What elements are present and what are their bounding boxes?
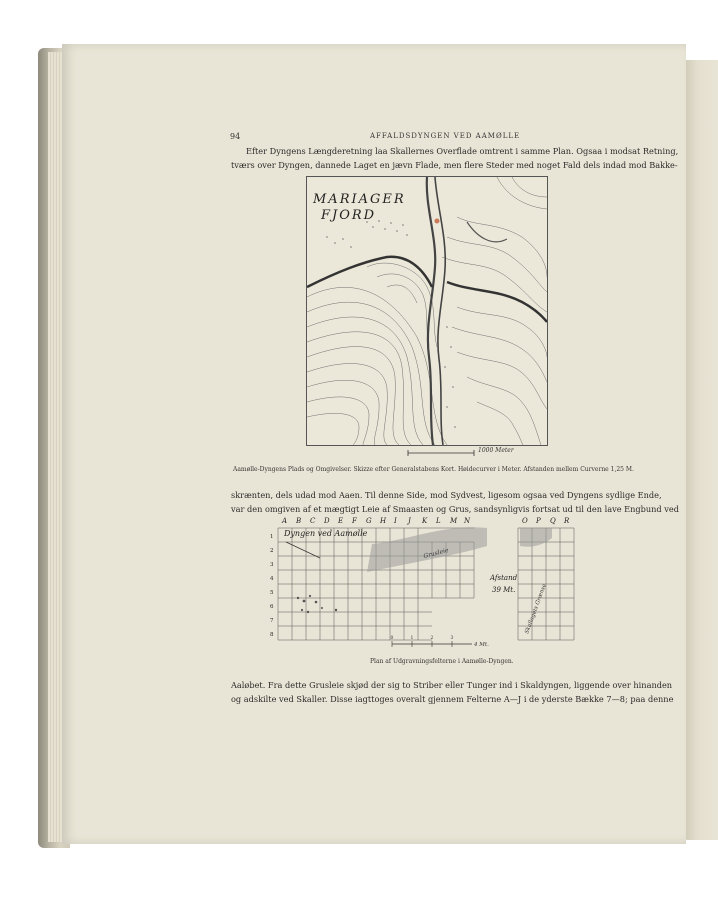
- grusleie-stipple-right: [520, 528, 552, 547]
- paragraph-3-line-1: Aaløbet. Fra dette Grusleie skjød der sig to Striber eller Tunger ind i Skaldyngen, liggende over hinanden: [231, 680, 673, 690]
- topographic-map: [306, 176, 548, 446]
- paragraph-2-line-1: skrænten, dels udad mod Aaen. Til denne Side, mod Sydvest, ligesom ogsaa ved Dyngens sydlige Ende,: [231, 490, 662, 500]
- plan-row-number: 4: [270, 576, 274, 582]
- plan-column-letters-left: [281, 517, 471, 525]
- plan-column-letter: I: [394, 517, 397, 525]
- plan-column-letter: C: [310, 517, 316, 525]
- grusleie-stipple: [367, 527, 487, 572]
- plan-column-letter: F: [352, 517, 357, 525]
- plan-label-grusgrav: Skallagets Grænse: [524, 583, 548, 635]
- plan-column-letter: J: [408, 517, 411, 525]
- plan-column-letter: N: [464, 517, 471, 525]
- plan-label-afstand-2: 39 Mt.: [492, 586, 516, 594]
- plan-column-letter: M: [450, 517, 458, 525]
- plan-column-letter: Q: [550, 517, 556, 525]
- plan-column-letter: P: [536, 517, 541, 525]
- plan-row-numbers: [270, 534, 274, 638]
- paragraph-3-line-2: og adskilte ved Skaller. Disse iagttoges overalt gjennem Felterne A—J i de yderste Bække 7—8; paa denne: [231, 694, 674, 704]
- plan-row-number: 1: [270, 534, 274, 540]
- plan-row-number: 6: [270, 604, 274, 610]
- plan-column-letter: L: [436, 517, 441, 525]
- plan-column-letter: A: [282, 517, 288, 525]
- plan-column-letters-right: [522, 517, 570, 525]
- paragraph-1-line-1: Efter Dyngens Længderetning laa Skallernes Overflade omtrent i samme Plan. Ogsaa i modsat Retning,: [246, 146, 679, 156]
- plan-scale-tick-label: 0: [390, 636, 394, 641]
- plan-row-number: 7: [270, 618, 274, 624]
- plan-column-letter: E: [338, 517, 344, 525]
- plan-scale-label: 4 Mt.: [474, 642, 489, 648]
- plan-scale-tick-label: 3: [450, 636, 454, 641]
- paragraph-1-line-2: tværs over Dyngen, dannede Laget en jævn Flade, men flere Steder med noget Fald dels indad mod Bakke-: [231, 160, 678, 170]
- map-caption: Aamølle-Dyngens Plads og Omgivelser. Skizze efter Generalstabens Kort. Høidecurver i Meter. Afstanden mellem Curverne 1,25 M.: [233, 466, 634, 473]
- map-scale-label: 1000 Meter: [478, 447, 514, 454]
- facing-page-edge: [684, 60, 718, 840]
- plan-column-letter: B: [296, 517, 302, 525]
- running-head-title: AFFALDSDYNGEN VED AAMØLLE: [370, 132, 521, 140]
- page-number: 94: [230, 132, 241, 141]
- plan-column-letter: K: [422, 517, 428, 525]
- plan-column-letter: H: [380, 517, 387, 525]
- plan-column-letter: O: [522, 517, 528, 525]
- plan-scale-tick-label: 2: [430, 636, 434, 641]
- plan-scale-ticks: [391, 635, 454, 647]
- map-drawing: [307, 177, 547, 445]
- plan-scale-tick-label: 1: [410, 636, 414, 641]
- plan-column-letter: D: [324, 517, 330, 525]
- map-scale-bar: [406, 448, 476, 458]
- map-title-line-2: FJORD: [321, 208, 377, 223]
- plan-row-number: 8: [270, 632, 274, 638]
- paragraph-2-line-2: var den omgiven af et mægtigt Leie af Smaasten og Grus, sandsynligvis fortsat ud til den lave Engbund ved: [231, 504, 679, 514]
- plan-caption: Plan af Udgravningsfelterne i Aamølle-Dyngen.: [370, 658, 514, 665]
- plan-label-afstand-1: Afstand: [490, 574, 518, 582]
- plan-column-letter: G: [366, 517, 372, 525]
- plan-label-dyngen: Dyngen ved Aamølle: [284, 529, 368, 538]
- plan-row-number: 3: [270, 562, 274, 568]
- plan-label-grusleie: Grusleie: [422, 546, 450, 560]
- plan-row-number: 2: [270, 548, 274, 554]
- map-title-line-1: MARIAGER: [313, 192, 406, 207]
- plan-row-number: 5: [270, 590, 274, 596]
- excavation-plan: [262, 516, 592, 656]
- plan-column-letter: R: [564, 517, 570, 525]
